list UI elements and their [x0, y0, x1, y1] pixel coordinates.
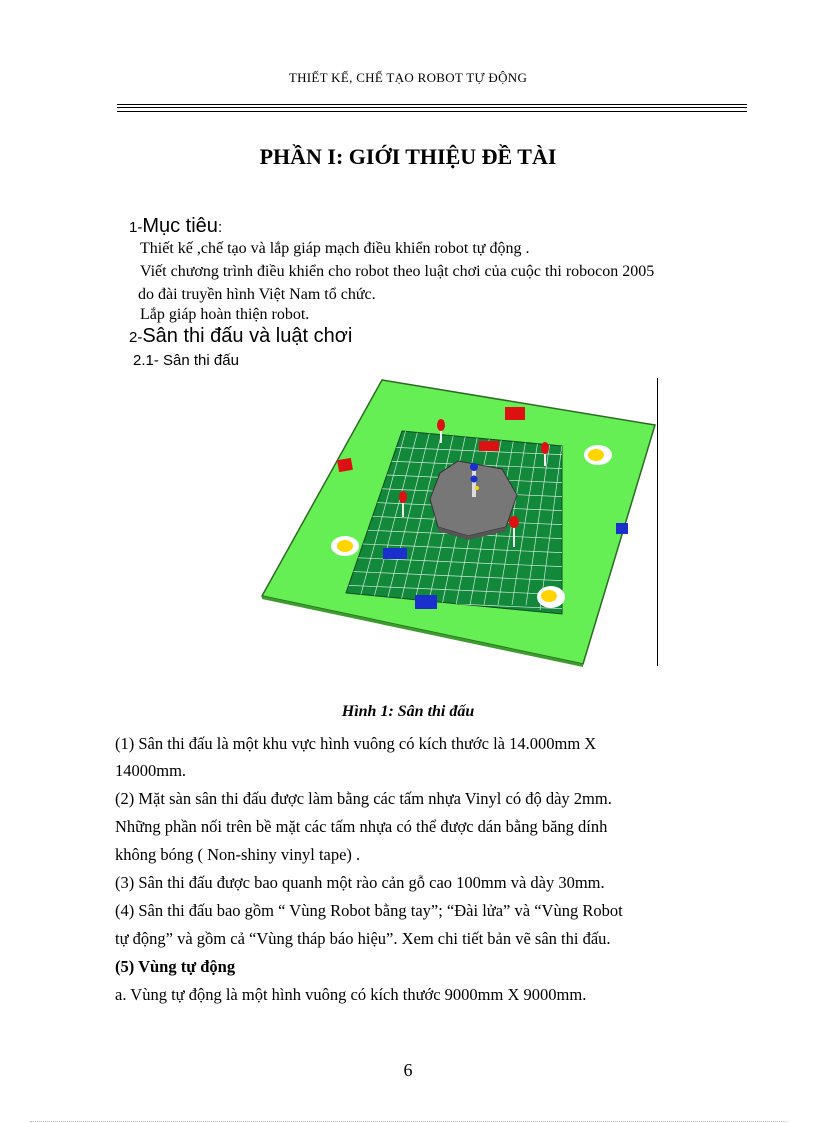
- corner-pad: [331, 536, 359, 556]
- corner-pad: [537, 586, 565, 608]
- red-zone-inner: [479, 441, 499, 451]
- paragraph-line: Những phần nối trên bề mặt các tấm nhựa có thể được dán bằng băng dính: [115, 817, 608, 836]
- section1-line: Lắp giáp hoàn thiện robot.: [140, 306, 310, 323]
- paragraph-line: (1) Sân thi đấu là một khu vực hình vuông có kích thước là 14.000mm X: [115, 734, 597, 753]
- paragraph-line: (3) Sân thi đấu được bao quanh một rào cản gỗ cao 100mm và dày 30mm.: [115, 873, 605, 892]
- blue-zone-bottom: [415, 595, 437, 609]
- subsection-2-1: 2.1- Sân thi đấu: [133, 352, 239, 369]
- figure-frame-line: [657, 378, 658, 666]
- header-rule: [117, 104, 747, 112]
- section1-line: Thiết kế ,chế tạo và lắp giáp mạch điều khiển robot tự động .: [140, 240, 530, 257]
- running-header: THIẾT KẾ, CHẾ TẠO ROBOT TỰ ĐỘNG: [288, 70, 528, 85]
- figure-caption: Hình 1: Sân thi đấu: [341, 703, 475, 720]
- blue-zone-inner: [383, 548, 407, 559]
- page-bottom-rule: [30, 1121, 786, 1122]
- section2-title: Sân thi đấu và luật chơi: [142, 325, 353, 347]
- paragraph-line: a. Vùng tự động là một hình vuông có kích thước 9000mm X 9000mm.: [115, 985, 587, 1004]
- section1-colon: :: [217, 219, 223, 236]
- blue-zone-right: [616, 523, 628, 534]
- part-title: PHẦN I: GIỚI THIỆU ĐỀ TÀI: [259, 144, 557, 169]
- section1-line: Viết chương trình điều khiển cho robot theo luật chơi của cuộc thi robocon 2005: [140, 263, 655, 280]
- section1-number: 1-: [129, 219, 143, 236]
- field-figure: [240, 375, 670, 667]
- paragraph-line: 14000mm.: [115, 761, 187, 780]
- paragraph-line: tự động” và gồm cả “Vùng tháp báo hiệu”. Xem chi tiết bản vẽ sân thi đấu.: [115, 929, 611, 948]
- section1-title: Mục tiêu: [142, 215, 218, 237]
- corner-pad: [584, 445, 612, 465]
- section2-number: 2-: [129, 329, 143, 346]
- paragraph-heading: (5) Vùng tự động: [115, 957, 236, 976]
- red-zone-top: [505, 407, 525, 420]
- page-number: 6: [403, 1060, 413, 1080]
- paragraph-line: (4) Sân thi đấu bao gồm “ Vùng Robot bằng tay”; “Đài lửa” và “Vùng Robot: [115, 901, 623, 920]
- section2-heading: [129, 325, 352, 348]
- red-zone-left: [337, 458, 353, 472]
- paragraph-line: (2) Mặt sàn sân thi đấu được làm bằng các tấm nhựa Vinyl có độ dày 2mm.: [115, 789, 612, 808]
- section1-heading: [129, 215, 222, 238]
- paragraph-line: không bóng ( Non-shiny vinyl tape) .: [115, 845, 361, 864]
- section1-line: do đài truyền hình Việt Nam tổ chức.: [138, 286, 376, 303]
